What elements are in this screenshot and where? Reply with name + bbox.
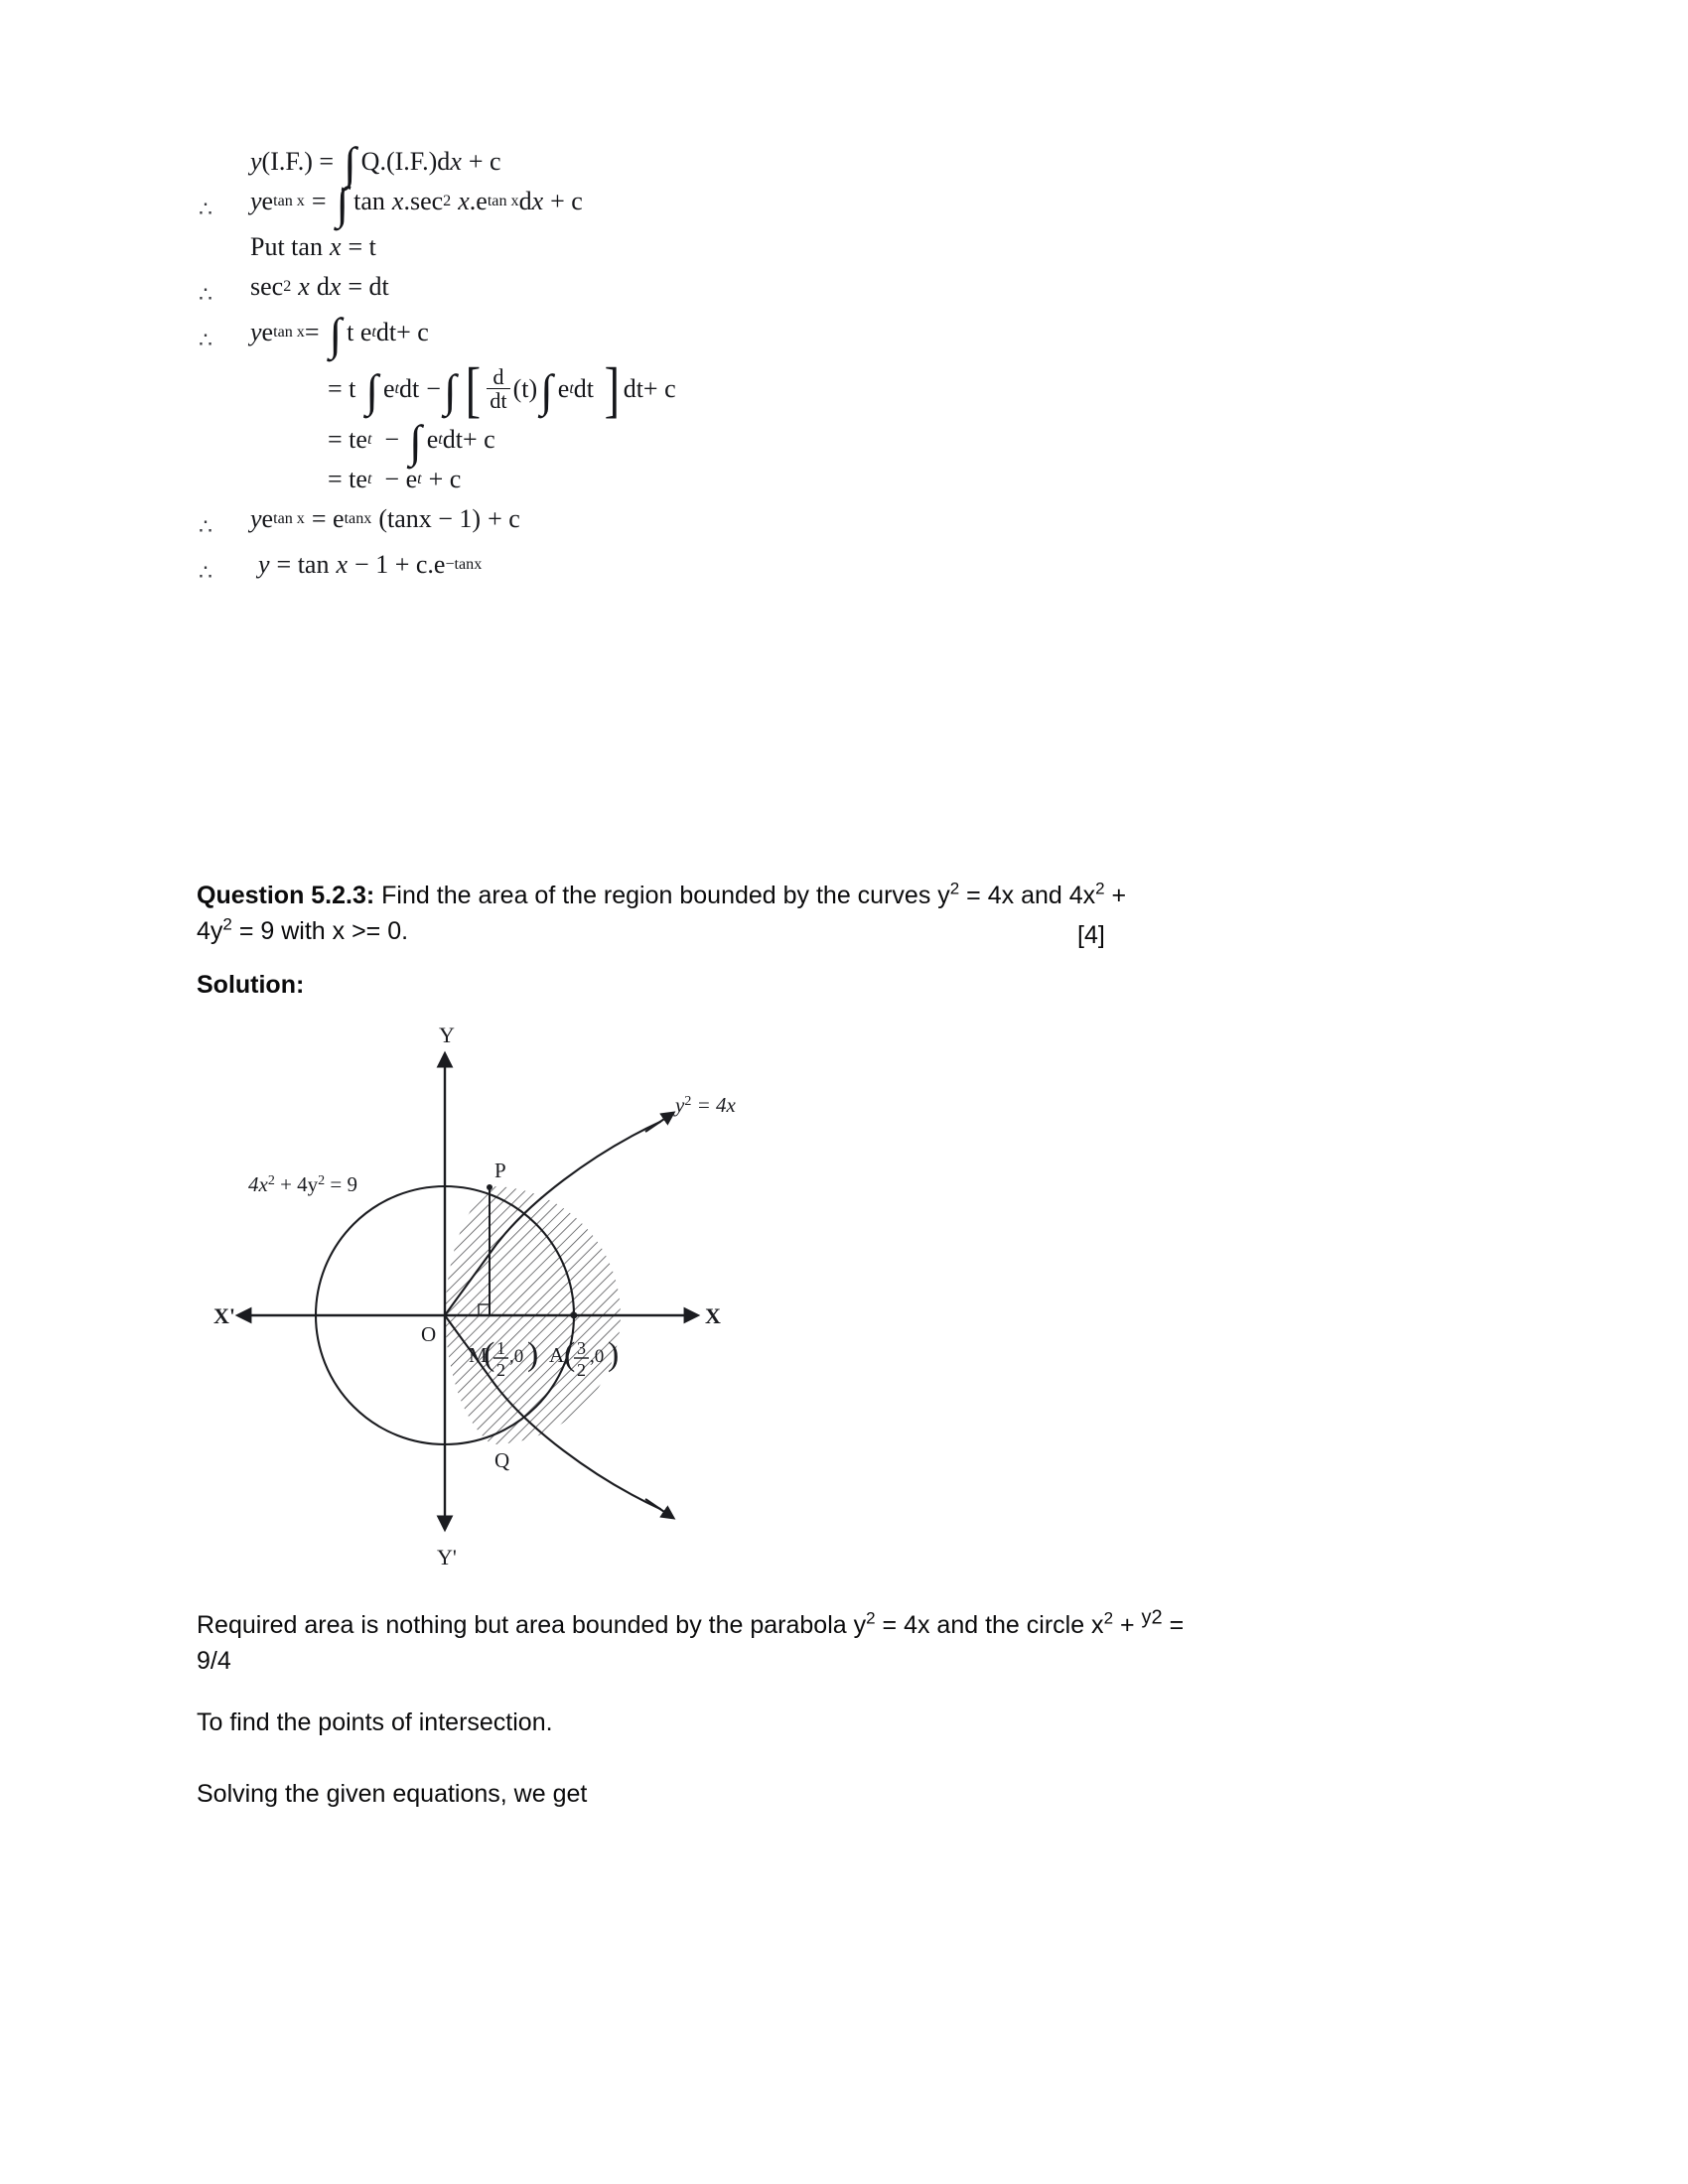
math-step-1 [199, 138, 1092, 190]
therefore-symbol-2: ∴ [199, 197, 212, 221]
step3-var: x [329, 232, 342, 261]
step7-dt: dt [442, 424, 463, 454]
step2-dx: d [518, 187, 532, 215]
m-paren-close: ) [527, 1336, 539, 1373]
step9-y: y [250, 503, 262, 533]
step2-tan: tan [353, 187, 385, 215]
step4-var1: x [298, 272, 310, 301]
closing-paragraph-2: To find the points of intersection. [197, 1708, 553, 1736]
integral-icon: ∫ [329, 309, 343, 360]
question-line2-sup: 2 [222, 914, 232, 934]
math-step-9-body: y e tan x = e tanx (tanx − 1) + c [250, 503, 520, 533]
circle-eq-sup2: 2 [318, 1173, 326, 1188]
step2-y: y [250, 187, 262, 215]
step5-tail: + c [396, 318, 429, 346]
closing-paragraph-3: Solving the given equations, we get [197, 1780, 588, 1808]
step1-y: y [250, 147, 262, 176]
step4-d: d [316, 272, 330, 301]
step4-var2: x [329, 272, 342, 301]
integral-icon: ∫ [365, 365, 378, 417]
question-sup-1: 2 [949, 879, 960, 898]
step6-oft: (t) [512, 373, 538, 403]
closing-1b: = 4x and the circle x [875, 1611, 1104, 1639]
question-line [197, 879, 1487, 949]
step6-dt3: dt [623, 373, 643, 403]
step5-dt: dt [375, 318, 397, 346]
step7-eq: = te [328, 424, 367, 454]
step7-e2: e [426, 424, 439, 454]
therefore-symbol-4: ∴ [199, 282, 212, 307]
question-text-1: Find the area of the region bounded by the curves y [374, 882, 950, 909]
integral-icon: ∫ [540, 365, 553, 417]
axis-label-origin: O [421, 1322, 437, 1346]
math-step-7 [328, 416, 1092, 468]
para-eq-sup: 2 [684, 1094, 692, 1109]
a-num: 3 [577, 1338, 586, 1358]
step5-t: t e [347, 318, 372, 346]
circle-eq-tail: = 9 [325, 1172, 358, 1196]
frac-denominator: dt [487, 388, 509, 412]
step8-tail: + c [428, 464, 462, 493]
m-letter: M [469, 1343, 488, 1367]
step2-dote: .e [469, 187, 488, 215]
step7-tail: + c [462, 424, 495, 454]
a-paren-close: ) [608, 1336, 620, 1373]
step2-e: e [261, 187, 274, 215]
step2-var2: x [458, 187, 470, 215]
bracket-close-icon: ] [604, 355, 621, 424]
step3-put: Put tan [250, 232, 323, 261]
question-text-3: + [1104, 882, 1127, 909]
svg-text:4x2 + 4y2 = 9 [248, 1172, 357, 1196]
math-step-8-body: = te t − e t + c [328, 464, 462, 493]
axis-label-y-top: Y [439, 1023, 455, 1047]
step10-mid: − 1 + c.e [354, 549, 446, 579]
m-ycoord: ,0 [509, 1346, 524, 1367]
step6-e2: e [557, 373, 570, 403]
step10-y: y [258, 549, 270, 579]
a-ycoord: ,0 [590, 1346, 605, 1367]
closing-line2: 9/4 [197, 1646, 231, 1675]
step2-var3: x [531, 187, 544, 215]
therefore-symbol-1 [199, 149, 250, 159]
question-sup-2: 2 [1095, 879, 1105, 898]
step5-eq: = [304, 318, 320, 346]
integral-icon: ∫ [443, 365, 457, 417]
integral-icon: ∫ [336, 178, 350, 229]
geometry-figure [209, 1013, 844, 1588]
solution-label: Solution: [197, 971, 305, 999]
para-eq-tail: = 4x [691, 1093, 736, 1117]
therefore-symbol-9: ∴ [199, 513, 212, 539]
step8-minus: − e [384, 464, 418, 493]
circle-eq-lead: 4x [248, 1172, 268, 1196]
step7-minus: − [384, 424, 400, 454]
circle-eq-sup1: 2 [267, 1173, 275, 1188]
step1-var: x [450, 147, 462, 176]
closing-1a: Required area is nothing but area bounded by the parabola y [197, 1611, 867, 1639]
integral-icon: ∫ [344, 138, 356, 190]
math-step-10 [199, 549, 1092, 585]
math-step-2 [199, 178, 1092, 229]
step5-e: e [261, 318, 274, 346]
step1-tail: + c [468, 147, 501, 176]
math-step-4-body: sec 2 x d x = dt [250, 272, 389, 301]
circle-eq-mid: + 4y [274, 1172, 319, 1196]
axis-label-y-bottom: Y' [437, 1545, 457, 1570]
therefore-symbol-10: ∴ [199, 559, 212, 585]
point-p-dot [487, 1184, 492, 1190]
math-step-2-body: y e tan x = ∫ tan x .sec 2 x .e tan x d x + c [250, 178, 583, 229]
a-paren-open: ( [564, 1336, 576, 1373]
svg-text:y2 = 4x [673, 1093, 736, 1117]
step6-eq: = t [328, 373, 356, 403]
math-step-6 [328, 355, 1092, 424]
closing-sup-1: 2 [866, 1608, 876, 1628]
step5-y: y [250, 318, 262, 346]
para-eq-lead: y [675, 1093, 685, 1117]
step1-if: (I.F.) = [261, 147, 335, 176]
axis-label-x-left: X' [213, 1303, 235, 1328]
derivative-fraction [487, 365, 509, 413]
math-step-7-body: = te t − ∫ e t dt + c [328, 416, 495, 468]
math-step-3-body [250, 234, 376, 260]
step2-tail: + c [550, 187, 583, 215]
integral-icon: ∫ [409, 416, 422, 468]
step9-tail: + c [488, 503, 520, 533]
parabola-upper-arrow-icon [645, 1113, 673, 1132]
math-step-1-body [250, 138, 501, 190]
closing-1c: + [1113, 1611, 1142, 1639]
step6-tail: + c [642, 373, 676, 403]
axis-label-x-right: X [705, 1303, 721, 1328]
bracket-open-icon: [ [465, 355, 481, 424]
step2-eq: = [311, 187, 327, 215]
a-letter: A [549, 1343, 565, 1367]
step6-minus: − [426, 373, 441, 403]
math-step-3 [199, 234, 1092, 260]
step9-e: e [261, 503, 274, 533]
step3-eq: = t [348, 232, 376, 261]
step10-eq: = tan [276, 549, 330, 579]
circle-equation-label [248, 1172, 357, 1196]
frac-numerator: d [492, 364, 504, 389]
question-label: Question 5.2.3: [197, 882, 375, 909]
math-step-8 [328, 464, 1092, 493]
step4-sec: sec [250, 272, 284, 301]
question-line2-a: 4y [197, 916, 223, 945]
point-label-p: P [494, 1159, 506, 1182]
math-derivation-block [199, 138, 1092, 598]
question-text-2: = 4x and 4x [959, 882, 1096, 909]
parabola-lower-arrow-icon [645, 1499, 673, 1518]
step6-e1: e [383, 373, 395, 403]
point-label-q: Q [494, 1448, 510, 1472]
closing-1d: = [1162, 1611, 1185, 1639]
math-step-9 [199, 503, 1092, 539]
closing-sup-2: 2 [1103, 1608, 1114, 1628]
m-num: 1 [496, 1338, 505, 1358]
a-den: 2 [577, 1360, 586, 1380]
point-a-dot [571, 1312, 578, 1319]
step9-paren: (tanx − 1) [378, 503, 482, 533]
therefore-symbol-5: ∴ [199, 328, 212, 352]
step2-sec: .sec [403, 187, 444, 215]
question-marks: [4] [1077, 921, 1105, 949]
step6-dt1: dt [399, 373, 420, 403]
therefore-symbol-3 [199, 234, 250, 244]
m-den: 2 [496, 1360, 505, 1380]
math-step-10-body: y = tan x − 1 + c.e −tanx [258, 549, 483, 579]
math-step-5-body: y e tan x = ∫ t e t dt + c [250, 309, 429, 360]
closing-ysq: y2 [1141, 1606, 1163, 1629]
m-paren-open: ( [484, 1336, 495, 1373]
step8-eq: = te [328, 464, 367, 493]
step9-eq: = e [311, 503, 345, 533]
math-step-5 [199, 309, 1092, 360]
parabola-equation-label [673, 1093, 736, 1117]
closing-paragraph-1 [197, 1608, 1507, 1679]
step10-var: x [336, 549, 349, 579]
math-step-6-body: = t ∫ e t dt − ∫ [ $\frac{d}{dt}$ (t) ∫ e t dt ] dt + c [328, 355, 676, 424]
math-step-4 [199, 274, 1092, 306]
question-line2-b: = 9 with x >= 0. [231, 916, 409, 945]
step4-eq: = dt [348, 272, 389, 301]
step1-integrand: Q.(I.F.)d [360, 147, 451, 176]
step2-var1: x [391, 187, 404, 215]
step6-dt2: dt [573, 373, 595, 403]
